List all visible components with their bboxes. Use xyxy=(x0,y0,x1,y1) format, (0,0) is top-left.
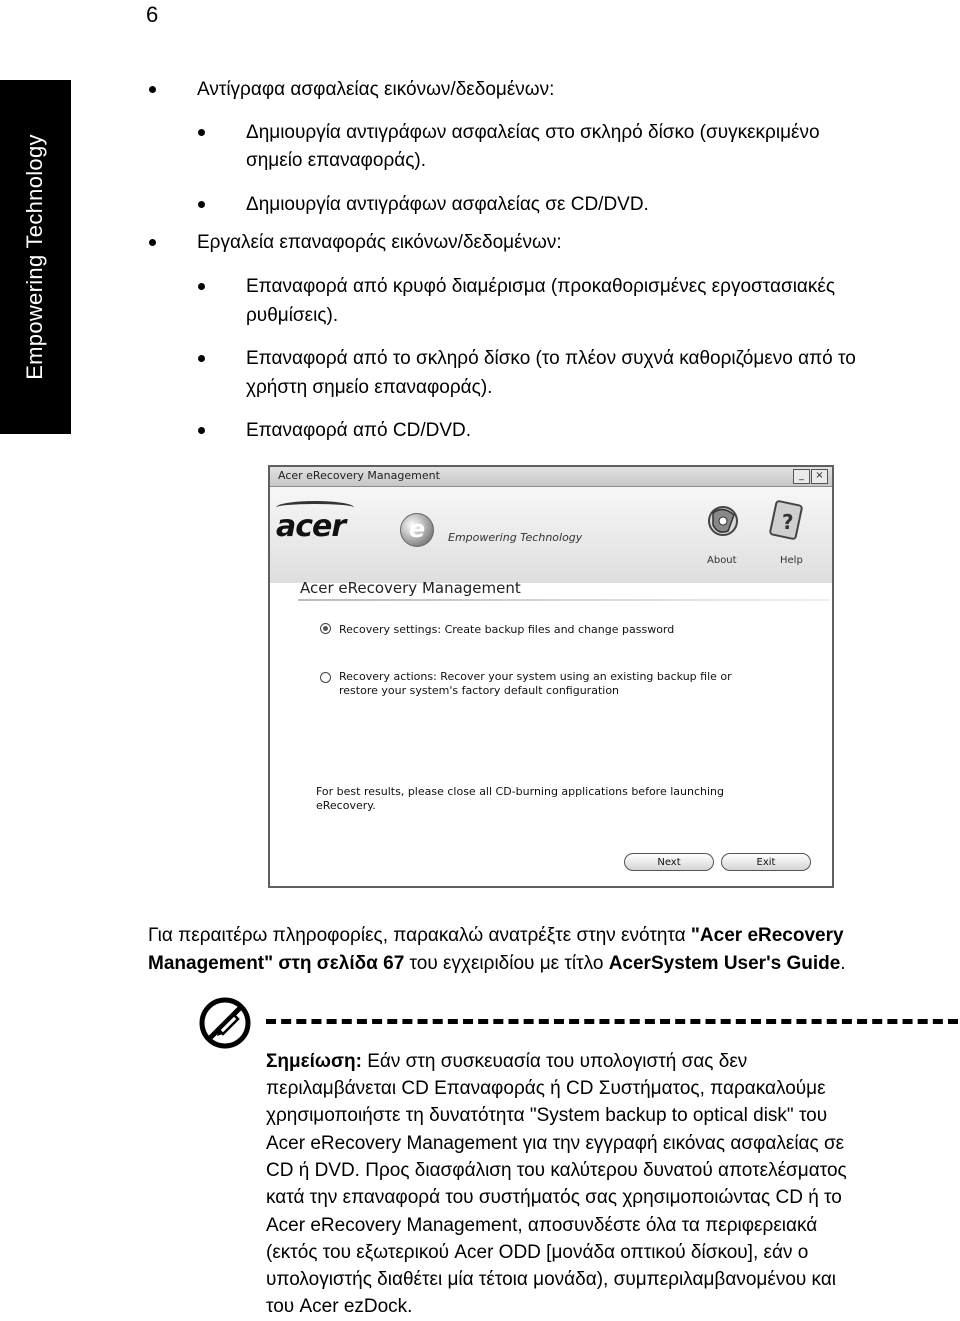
reference-text: Για περαιτέρω πληροφορίες, παρακαλώ ανατρέξτε στην ενότητα xyxy=(148,925,691,946)
recovery-actions-option-line2[interactable]: restore your system's factory default configuration xyxy=(339,684,620,697)
bullet-icon xyxy=(198,283,205,290)
about-label[interactable]: About xyxy=(707,555,737,566)
recovery-actions-radio[interactable] xyxy=(320,672,331,683)
note-label: Σημείωση: xyxy=(266,1051,362,1072)
note-divider xyxy=(266,1019,958,1024)
next-button[interactable]: Next xyxy=(624,853,714,871)
bullet-icon xyxy=(198,427,205,434)
recovery-settings-option[interactable]: Recovery settings: Create backup files and change password xyxy=(339,623,675,636)
side-tab xyxy=(0,80,71,434)
bullet-icon xyxy=(149,239,156,246)
list-item: χρήστη σημείο επαναφοράς). xyxy=(246,377,493,398)
list-item: Δημιουργία αντιγράφων ασφαλείας σε CD/DVD. xyxy=(246,194,649,215)
empowering-tagline: Empowering Technology xyxy=(448,531,583,544)
reference-bold: AcerSystem User's Guide xyxy=(608,953,841,974)
note-line: περιλαμβάνεται CD Επαναφοράς ή CD Συστήματος, παρακαλούμε xyxy=(266,1078,826,1099)
note-line: του Acer ezDock. xyxy=(266,1296,413,1317)
empowering-e-icon: e xyxy=(400,513,434,547)
bullet-icon xyxy=(198,129,205,136)
note-line: Acer eRecovery Management, αποσυνδέστε όλα τα περιφερειακά xyxy=(266,1215,818,1236)
list-item: Επαναφορά από CD/DVD. xyxy=(246,420,471,441)
erecovery-window xyxy=(268,465,834,888)
list-item: Δημιουργία αντιγράφων ασφαλείας στο σκληρό δίσκο (συγκεκριμένο xyxy=(246,122,820,143)
list-item: ρυθμίσεις). xyxy=(246,305,339,326)
note-line: χρησιμοποιήστε τη δυνατότητα "System backup to optical disk" του xyxy=(266,1105,828,1126)
reference-text: . xyxy=(840,953,846,974)
note-line: (εκτός του εξωτερικού Acer ODD [μονάδα οπτικού δίσκου], εάν ο xyxy=(266,1242,809,1263)
list-item: Επαναφορά από το σκληρό δίσκο (το πλέον συχνά καθοριζόμενο από το xyxy=(246,348,856,369)
window-title: Acer eRecovery Management xyxy=(278,469,440,482)
recovery-actions-option-line1[interactable]: Recovery actions: Recover your system using an existing backup file or xyxy=(339,670,732,683)
notice-line1: For best results, please close all CD-burning applications before launching xyxy=(316,785,724,798)
minimize-button[interactable]: _ xyxy=(793,469,810,484)
window-divider xyxy=(298,599,830,601)
list-item: Αντίγραφα ασφαλείας εικόνων/δεδομένων: xyxy=(197,79,555,100)
bullet-icon xyxy=(149,86,156,93)
note-text: Εάν στη συσκευασία του υπολογιστή σας δεν xyxy=(361,1051,748,1072)
reference-bold: "Acer eRecovery xyxy=(690,925,844,946)
note-line: κατά την επαναφορά του συστήματός σας χρησιμοποιώντας CD ή το xyxy=(266,1187,842,1208)
notice-line2: eRecovery. xyxy=(316,799,376,812)
side-tab-label: Empowering Technology xyxy=(22,134,47,380)
note-line: Acer eRecovery Management για την εγγραφή εικόνας ασφαλείας σε xyxy=(266,1133,845,1154)
note-pen-icon xyxy=(198,996,252,1050)
recovery-settings-radio[interactable] xyxy=(320,623,331,634)
acer-logo: acer xyxy=(276,509,346,544)
help-icon[interactable] xyxy=(767,499,805,541)
note-line xyxy=(266,1047,747,1076)
reference-line2 xyxy=(148,949,846,978)
bullet-icon xyxy=(198,201,205,208)
window-heading: Acer eRecovery Management xyxy=(300,579,521,597)
reference-line1 xyxy=(148,921,844,950)
list-item: Εργαλεία επαναφοράς εικόνων/δεδομένων: xyxy=(197,232,562,253)
close-button[interactable]: × xyxy=(811,469,828,484)
help-label[interactable]: Help xyxy=(780,555,803,566)
reference-text: του εγχειριδίου με τίτλο xyxy=(404,953,609,974)
page-number: 6 xyxy=(146,2,159,27)
svg-text:?: ? xyxy=(782,510,794,534)
reference-bold: Management" στη σελίδα 67 xyxy=(148,953,405,974)
about-icon[interactable] xyxy=(704,501,742,543)
exit-button[interactable]: Exit xyxy=(721,853,811,871)
bullet-icon xyxy=(198,355,205,362)
window-header xyxy=(270,487,832,583)
note-line: υπολογιστής διαθέτει μία τέτοια μονάδα), συμπεριλαμβανομένου και xyxy=(266,1269,837,1290)
list-item: Επαναφορά από κρυφό διαμέρισμα (προκαθορισμένες εργοστασιακές xyxy=(246,276,836,297)
window-titlebar xyxy=(270,467,832,487)
note-line: CD ή DVD. Προς διασφάλιση του καλύτερου δυνατού αποτελέσματος xyxy=(266,1160,847,1181)
list-item: σημείο επαναφοράς). xyxy=(246,150,426,171)
